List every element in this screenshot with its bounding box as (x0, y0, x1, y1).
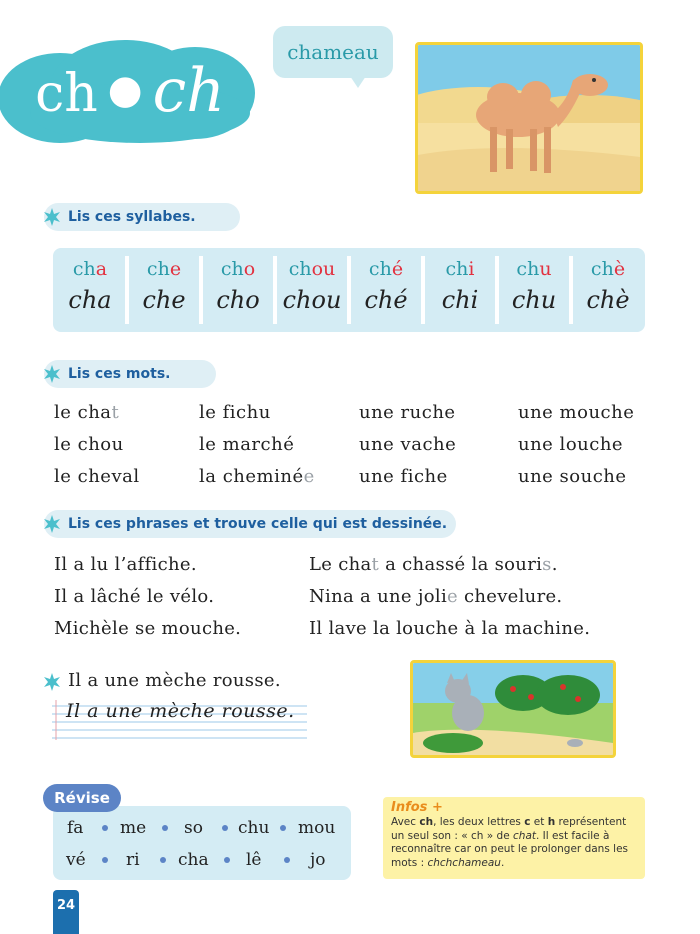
bullet-dot (102, 857, 108, 863)
star-icon (42, 514, 62, 534)
word-item: une souche (518, 466, 627, 487)
camel-image (418, 45, 640, 191)
syllable-cursive: cha (68, 286, 112, 314)
word-item: le chat (54, 402, 120, 423)
sentence: Il a lâché le vélo. (54, 586, 215, 607)
word-item: une ruche (359, 402, 456, 423)
cat-illustration (410, 660, 616, 758)
star-icon (42, 672, 62, 692)
syllable-cell (497, 248, 571, 332)
syllable-end: u (539, 258, 552, 280)
syllable-cursive: chi (441, 286, 479, 314)
revise-syllable: vé (66, 850, 86, 870)
syllable-end: i (468, 258, 475, 280)
sentence: Nina a une jolie chevelure. (309, 586, 563, 607)
word-bubble: chameau (273, 26, 393, 78)
syllable-cell (53, 248, 127, 332)
word-item: le fichu (199, 402, 271, 423)
title-cursive: ch (152, 56, 225, 126)
syllable-end: a (95, 258, 108, 280)
camel-illustration (415, 42, 643, 194)
word-item: le marché (199, 434, 295, 455)
syllable-cursive: che (142, 286, 186, 314)
section-syllables-header (44, 203, 240, 231)
bullet-dot (160, 857, 166, 863)
syllable-cursive: chè (586, 286, 630, 314)
revise-syllable: chu (238, 818, 270, 838)
bullet-dot (280, 825, 286, 831)
syllable-start: ch (72, 258, 96, 280)
revise-label: Révise (43, 784, 121, 812)
bullet-dot (222, 825, 228, 831)
bullet-dot (162, 825, 168, 831)
dictation-sentence: Il a une mèche rousse. (68, 670, 281, 691)
revise-syllable: jo (310, 850, 326, 870)
section-syllables-title: Lis ces syllabes. (68, 209, 196, 225)
star-icon (42, 207, 62, 227)
syllable-cursive: chou (282, 286, 342, 314)
syllable-end: é (391, 258, 404, 280)
bullet-dot (102, 825, 108, 831)
revise-syllable: mou (298, 818, 336, 838)
sentence: Il lave la louche à la machine. (309, 618, 591, 639)
star-icon (42, 364, 62, 384)
sentence: Il a lu l’affiche. (54, 554, 197, 575)
revise-syllable: cha (178, 850, 209, 870)
title-print: ch (35, 64, 98, 124)
lesson-title (10, 40, 250, 140)
syllable-end: o (243, 258, 256, 280)
revise-syllable: ri (126, 850, 140, 870)
word-item: une louche (518, 434, 624, 455)
syllable-cursive: chu (511, 286, 557, 314)
dictation-cursive: Il a une mèche rousse. (66, 700, 295, 722)
syllable-cell (201, 248, 275, 332)
revise-syllable: lê (246, 850, 262, 870)
syllable-start: ch (220, 258, 244, 280)
cat-image (413, 663, 613, 755)
section-sentences-title: Lis ces phrases et trouve celle qui est dessinée. (68, 516, 448, 532)
bubble-tail (350, 76, 366, 88)
syllable-end: ou (311, 258, 336, 280)
section-words-header (44, 360, 216, 388)
infos-text: Avec ch, les deux lettres c et h représentent un seul son : « ch » de chat. Il est facile à reconnaître car on peut le prolonger dans les mots : chchchameau. (391, 816, 628, 869)
revise-syllable: fa (67, 818, 84, 838)
syllable-cell (423, 248, 497, 332)
revise-syllable: so (184, 818, 203, 838)
word-item: une fiche (359, 466, 448, 487)
word-item: le cheval (54, 466, 140, 487)
section-sentences-header (44, 510, 456, 538)
syllable-cursive: ché (364, 286, 408, 314)
syllable-start: ch (288, 258, 312, 280)
syllable-start: ch (146, 258, 170, 280)
syllable-cursive: cho (216, 286, 260, 314)
syllable-cell (571, 248, 645, 332)
bullet-dot (224, 857, 230, 863)
syllable-cell (275, 248, 349, 332)
syllable-start: ch (368, 258, 392, 280)
syllable-start: ch (445, 258, 469, 280)
page-number: 24 (56, 898, 76, 913)
sentence: Le chat a chassé la souris. (309, 554, 558, 575)
title-dot: ● (107, 67, 143, 113)
syllable-end: e (169, 258, 182, 280)
syllable-start: ch (590, 258, 614, 280)
sentence: Michèle se mouche. (54, 618, 242, 639)
word-item: une vache (359, 434, 457, 455)
revise-syllable: me (120, 818, 147, 838)
word-item: le chou (54, 434, 124, 455)
syllable-cell (127, 248, 201, 332)
word-item: la cheminée (199, 466, 315, 487)
syllable-cell (349, 248, 423, 332)
syllables-box (53, 248, 645, 332)
bullet-dot (284, 857, 290, 863)
section-words-title: Lis ces mots. (68, 366, 171, 382)
syllable-start: ch (516, 258, 540, 280)
syllable-end: è (613, 258, 626, 280)
infos-title: Infos + (391, 800, 443, 815)
word-item: une mouche (518, 402, 635, 423)
